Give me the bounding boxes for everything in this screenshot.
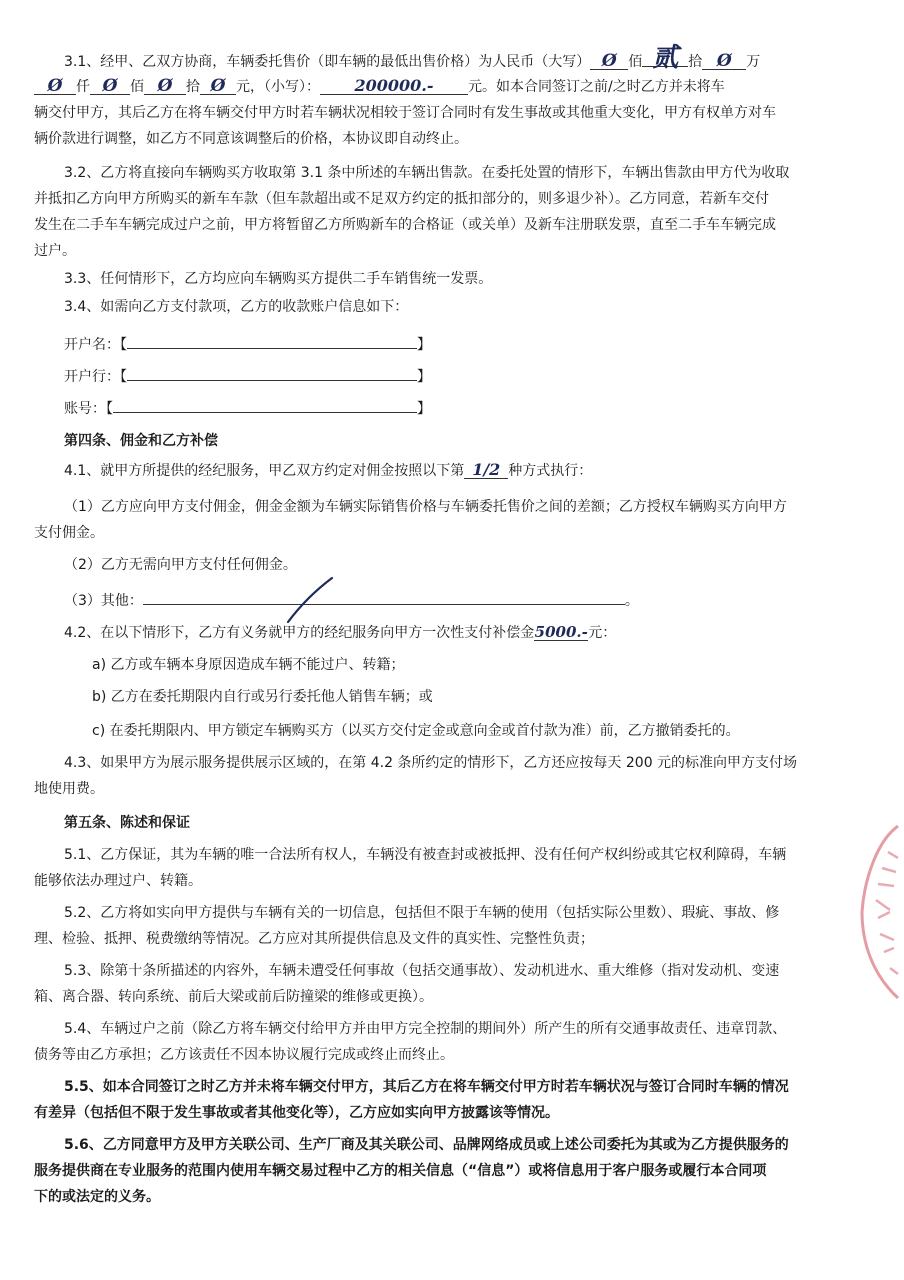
option-1-line-2: 支付佣金。 [34, 525, 104, 541]
clause-5-4-line-2: 债务等由乙方承担；乙方该责任不因本协议履行完成或终止而终止。 [34, 1047, 454, 1063]
account-number-field[interactable] [113, 398, 417, 413]
option-3: （3）其他： 。 [64, 590, 639, 610]
clause-3-2-line-2: 并抵扣乙方向甲方所购买的新车车款（但车款超出或不足双方约定的抵扣部分的，则多退少补）。乙方同意，若新车交付 [34, 191, 769, 207]
clause-5-4-line-1: 5.4、车辆过户之前（除乙方将车辆交付给甲方并由甲方完全控制的期间外）所产生的所有交通事故责任、违章罚款、 [64, 1021, 787, 1037]
clause-4-3-line-2: 地使用费。 [34, 781, 104, 797]
account-name-row: 开户名：【 】 [64, 334, 431, 354]
clause-5-1-line-1: 5.1、乙方保证，其为车辆的唯一合法所有权人，车辆没有被查封或被抵押、没有任何产权纠纷或其它权利障碍，车辆 [64, 847, 787, 863]
clause-3-1-line-4: 辆价款进行调整，如乙方不同意该调整后的价格，本协议即自动终止。 [34, 131, 468, 147]
handwritten-ten-thousand: Ø [90, 78, 130, 95]
account-number-row: 账号：【 】 [64, 398, 431, 418]
clause-5-2-line-2: 理、检验、抵押、税费缴纳等情况。乙方应对其所提供信息及文件的真实性、完整性负责； [34, 931, 594, 947]
option-3-field[interactable] [143, 590, 625, 605]
account-name-field[interactable] [127, 334, 417, 349]
clause-5-2-line-1: 5.2、乙方将如实向甲方提供与车辆有关的一切信息，包括但不限于车辆的使用（包括实际公里数）、瑕疵、事故、修 [64, 905, 780, 921]
clause-4-3-line-1: 4.3、如果甲方为展示服务提供展示区域的，在第 4.2 条所约定的情形下，乙方还应按每天 200 元的标准向甲方支付场 [64, 755, 798, 771]
article-5-title: 第五条、陈述和保证 [64, 815, 190, 831]
clause-3-2-line-1: 3.2、乙方将直接向车辆购买方收取第 3.1 条中所述的车辆出售款。在委托处置的情形下，车辆出售款由甲方代为收取 [64, 165, 790, 181]
clause-5-6-line-2: 服务提供商在专业服务的范围内使用车辆交易过程中乙方的相关信息（“信息”）或将信息用于客户服务或履行本合同项 [34, 1163, 767, 1179]
account-bank-row: 开户行：【 】 [64, 366, 431, 386]
condition-b: b) 乙方在委托期限内自行或另行委托他人销售车辆；或 [92, 689, 433, 705]
handwritten-hundred-million: Ø [590, 53, 628, 70]
clause-3-2-line-4: 过户。 [34, 243, 76, 259]
clause-3-3: 3.3、任何情形下，乙方均应向车辆购买方提供二手车销售统一发票。 [64, 271, 493, 287]
account-bank-label: 开户行：【 [64, 369, 127, 385]
clause-3-1-line-2: Ø 仟 Ø 佰 Ø 拾 Ø 元，（小写）： 200000.- 元。如本合同签订之前/之时乙方并未将车 [34, 78, 725, 96]
clause-3-1-line-3: 辆交付甲方，其后乙方在将车辆交付甲方时若车辆状况相较于签订合同时有发生事故或其他重大变化，甲方有权单方对车 [34, 105, 776, 121]
clause-3-1-line-1: 3.1、经甲、乙双方协商，车辆委托售价（即车辆的最低出售价格）为人民币（大写） Ø 佰 贰 拾 Ø 万 [64, 43, 761, 73]
clause-3-4: 3.4、如需向乙方支付款项，乙方的收款账户信息如下： [64, 299, 409, 315]
clause-3-2-line-3: 发生在二手车车辆完成过户之前，甲方将暂留乙方所购新车的合格证（或关单）及新车注册联发票，直至二手车车辆完成 [34, 217, 776, 233]
handwritten-hundred-thousand: Ø [34, 78, 76, 95]
clause-4-2: 4.2、在以下情形下，乙方有义务就甲方的经纪服务向甲方一次性支付补偿金5000.-元： [64, 623, 617, 641]
clause-5-6-line-3: 下的或法定的义务。 [34, 1189, 160, 1205]
condition-a: a) 乙方或车辆本身原因造成车辆不能过户、转籍； [92, 657, 405, 673]
clause-5-1-line-2: 能够依法办理过户、转籍。 [34, 873, 202, 889]
handwritten-compensation: 5000.- [534, 623, 588, 641]
option-2: （2）乙方无需向甲方支付任何佣金。 [64, 557, 297, 573]
account-bank-field[interactable] [127, 366, 417, 381]
clause-5-5-line-1: 5.5、如本合同签订之时乙方并未将车辆交付甲方，其后乙方在将车辆交付甲方时若车辆状况与签订合同时车辆的情况 [64, 1079, 789, 1095]
clause-5-3-line-1: 5.3、除第十条所描述的内容外，车辆未遭受任何事故（包括交通事故）、发动机进水、重大维修（指对发动机、变速 [64, 963, 780, 979]
account-name-label: 开户名：【 [64, 337, 127, 353]
handwritten-amount-numeric: 200000.- [320, 78, 468, 95]
clause-5-3-line-2: 箱、离合器、转向系统、前后大梁或前后防撞梁的维修或更换）。 [34, 989, 433, 1005]
article-4-title: 第四条、佣金和乙方补偿 [64, 433, 218, 449]
handwritten-ten-million: 贰 [642, 50, 688, 67]
handwritten-option-choice: 1/2 [464, 462, 508, 479]
account-number-label: 账号：【 [64, 401, 113, 417]
clause-5-5-line-2: 有差异（包括但不限于发生事故或者其他变化等），乙方应如实向甲方披露该等情况。 [34, 1105, 559, 1121]
clause-5-6-line-1: 5.6、乙方同意甲方及甲方关联公司、生产厂商及其关联公司、品牌网络成员或上述公司委托为其或为乙方提供服务的 [64, 1137, 789, 1153]
handwritten-million: Ø [702, 53, 746, 70]
handwritten-thousand: Ø [144, 78, 186, 95]
clause-4-1: 4.1、就甲方所提供的经纪服务，甲乙双方约定对佣金按照以下第 1/2 种方式执行： [64, 460, 593, 479]
red-seal-fragment-icon [848, 822, 904, 1002]
option-1-line-1: （1）乙方应向甲方支付佣金，佣金金额为车辆实际销售价格与车辆委托售价之间的差额；乙方授权车辆购买方向甲方 [64, 499, 787, 515]
handwritten-hundred: Ø [200, 78, 236, 95]
condition-c: c) 在委托期限内、甲方锁定车辆购买方（以买方交付定金或意向金或首付款为准）前，乙方撤销委托的。 [92, 723, 740, 739]
